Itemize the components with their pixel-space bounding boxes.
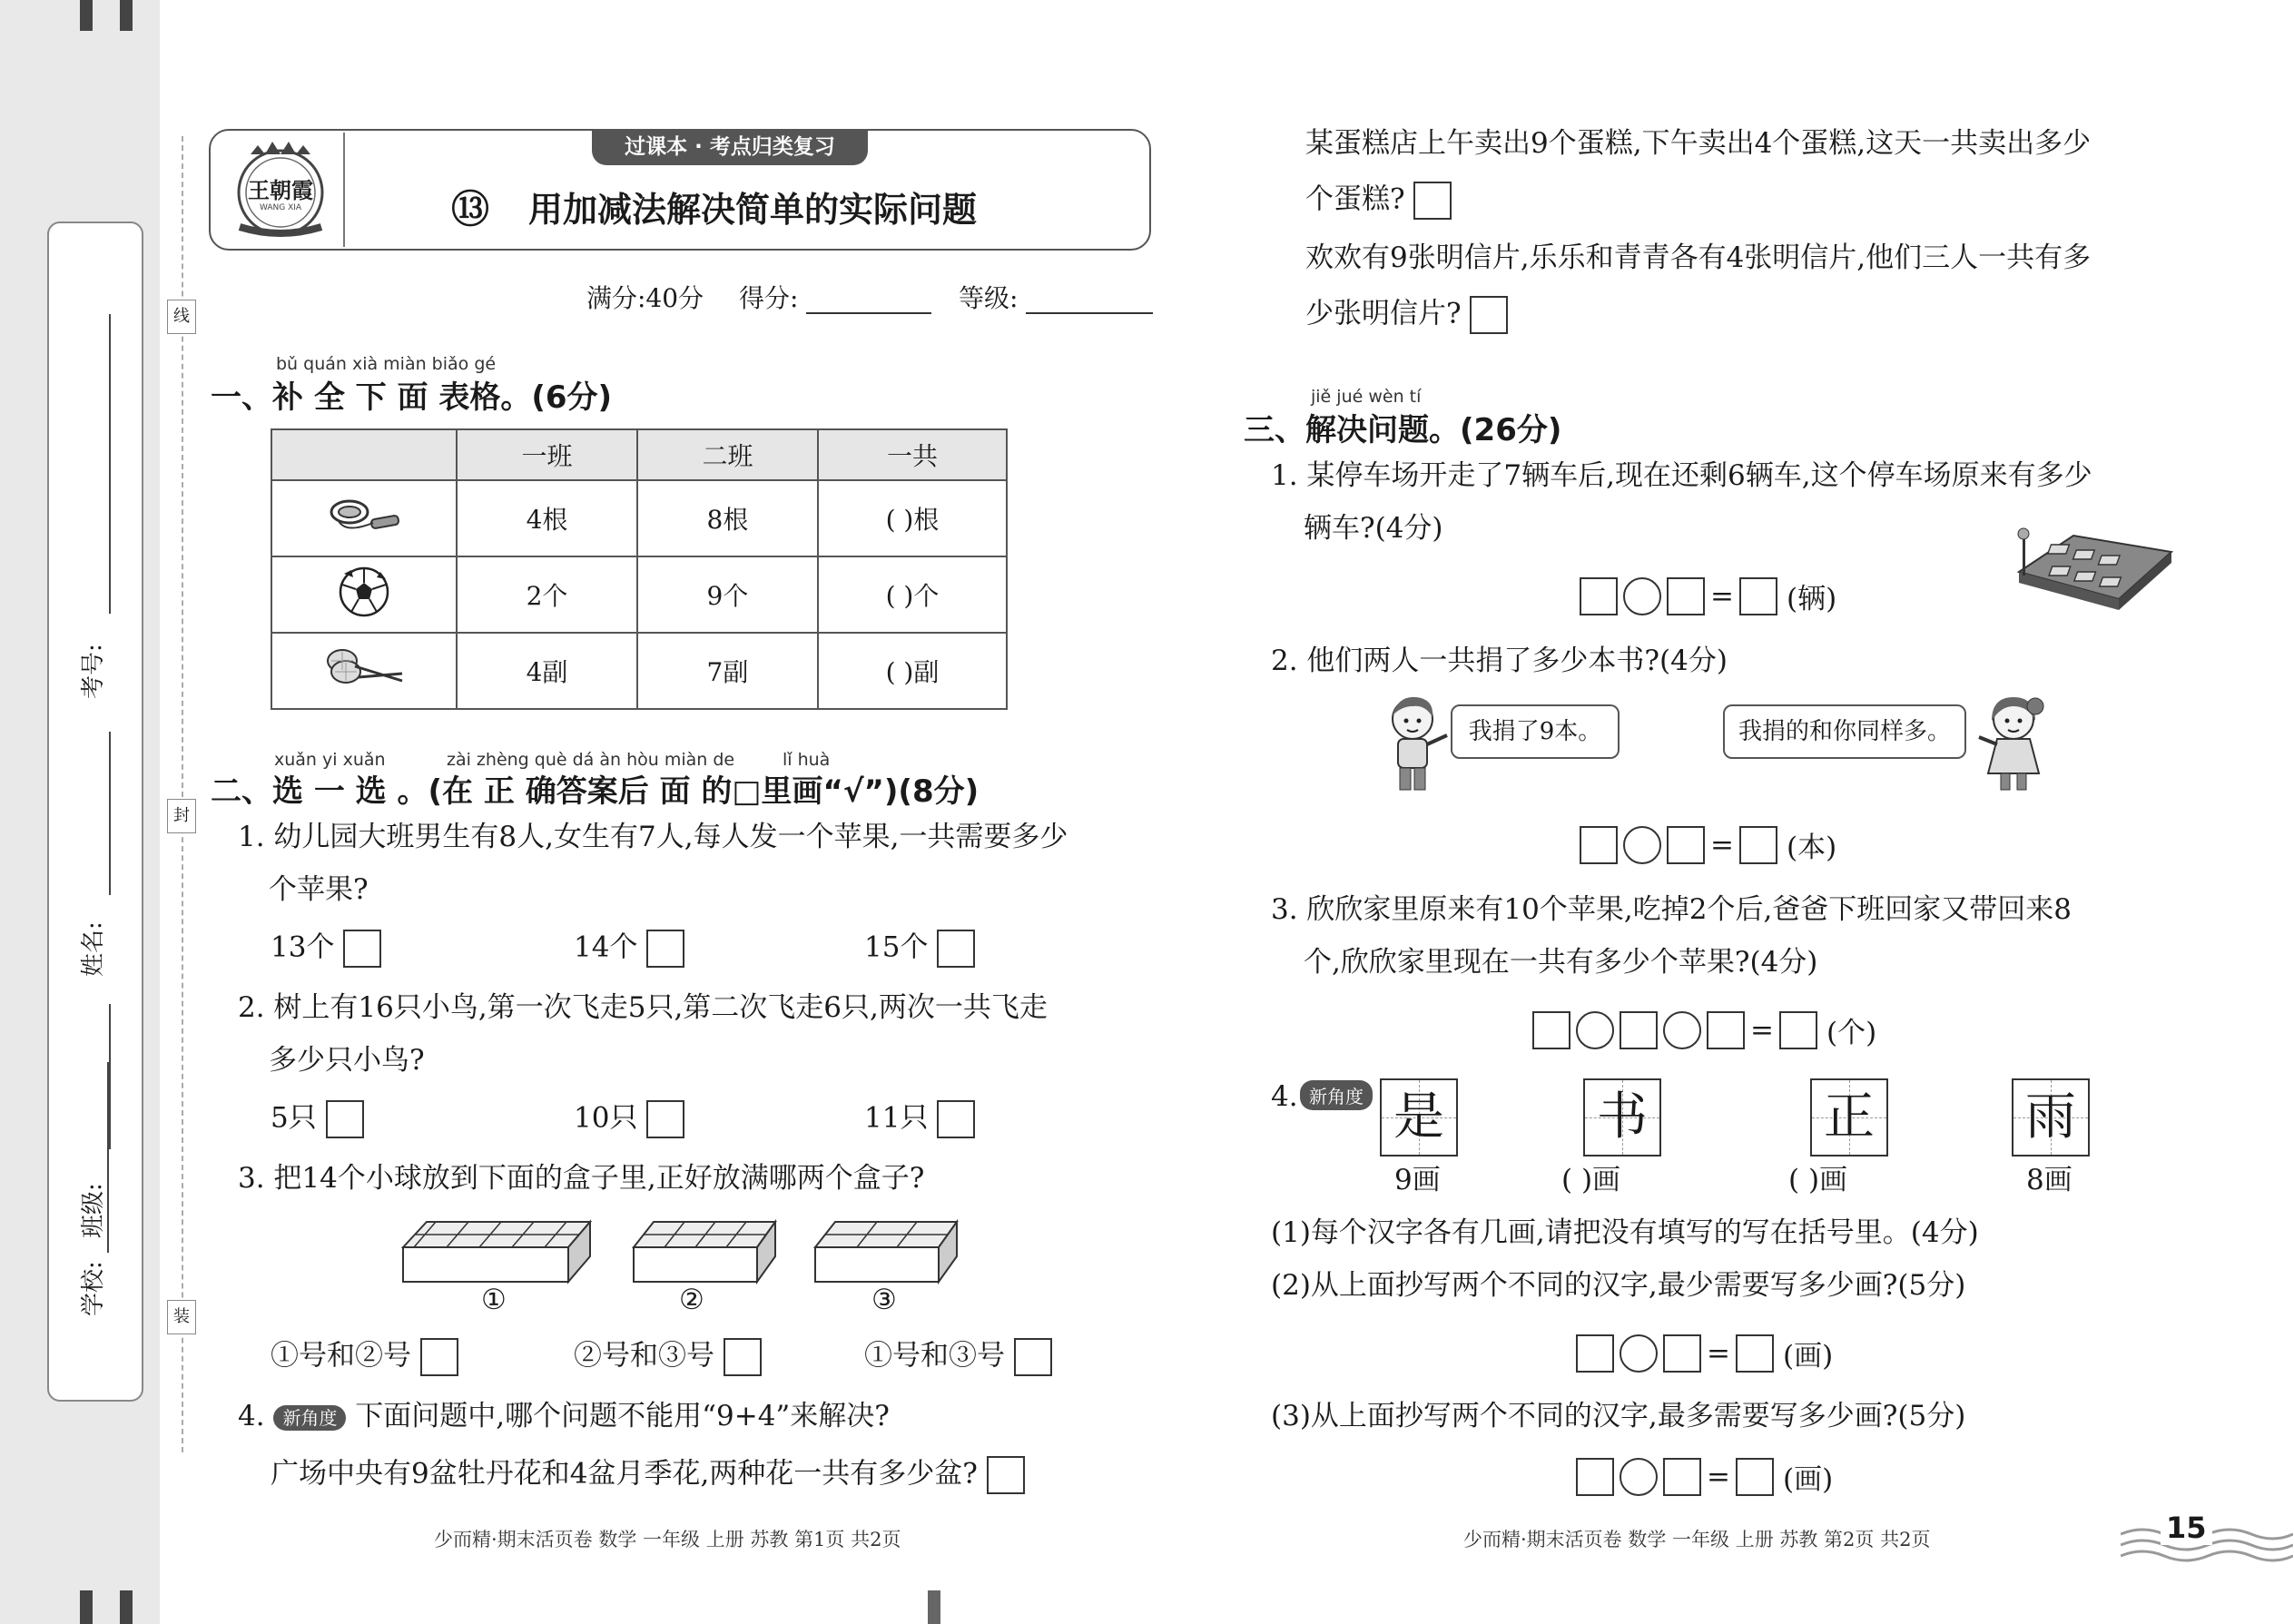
check-box[interactable] <box>326 1100 364 1138</box>
boy-speech-text: 我捐了9本。 <box>1468 718 1602 745</box>
check-box[interactable] <box>420 1338 458 1376</box>
s2-q2-line1: 2. 树上有16只小鸟,第一次飞走5只,第二次飞走6只,两次一共飞走 <box>238 991 1048 1024</box>
question-text: 下面问题中,哪个问题不能用“9+4”来解决? <box>355 1400 890 1432</box>
s2-pinyin: lǐ huà <box>783 750 831 770</box>
banji-label: 班级: <box>80 1183 107 1238</box>
answer-box[interactable] <box>1779 1011 1817 1049</box>
mark-feng: 封 <box>167 799 196 833</box>
girl-speech-text: 我捐的和你同样多。 <box>1738 718 1951 745</box>
binding-mark <box>80 0 93 31</box>
character-box <box>1380 1078 1458 1156</box>
character-box <box>1810 1078 1888 1156</box>
table-cell: 7副 <box>637 633 818 709</box>
logo-text: 王朝霞 <box>248 177 313 203</box>
grade-field[interactable] <box>1026 312 1153 314</box>
character: 雨 <box>2025 1088 2076 1147</box>
box-label: ② <box>679 1284 704 1316</box>
ten-cell-box-icon <box>401 1213 592 1285</box>
banner-number: ⑬ <box>451 187 490 231</box>
s3-q4-part1: (1)每个汉字各有几画,请把没有填写的写在括号里。(4分) <box>1271 1216 1979 1249</box>
unit-label: (本) <box>1786 832 1837 864</box>
s1-title: 一、补 全 下 面 表格。(6分) <box>211 379 613 416</box>
check-box[interactable] <box>343 930 381 968</box>
answer-box[interactable] <box>1532 1011 1570 1049</box>
grade-label: 等级: <box>959 283 1019 313</box>
s3-q2-equation <box>1580 824 1836 865</box>
s3-q1-line1: 1. 某停车场开走了7辆车后,现在还剩6辆车,这个停车场原来有多少 <box>1271 459 2092 492</box>
new-angle-badge: 新角度 <box>1300 1080 1373 1110</box>
check-box[interactable] <box>1014 1338 1052 1376</box>
check-box[interactable] <box>937 1100 975 1138</box>
table-header: 一班 <box>457 429 637 480</box>
answer-box[interactable] <box>1739 826 1777 864</box>
answer-box[interactable] <box>1576 1458 1614 1496</box>
answer-box[interactable] <box>1580 826 1618 864</box>
answer-box[interactable] <box>1663 1458 1701 1496</box>
option-label: ①号和②号 <box>271 1339 411 1373</box>
table-cell: 8根 <box>637 480 818 556</box>
check-box[interactable] <box>1470 296 1508 334</box>
banji-line[interactable] <box>109 1004 111 1149</box>
s2-q1-opt <box>864 930 975 968</box>
table-corner <box>271 429 457 480</box>
character-box <box>2012 1078 2090 1156</box>
full-score: 满分:40分 <box>586 283 704 313</box>
six-cell-box-icon <box>813 1213 959 1285</box>
s3-q4-part2-equation <box>1576 1333 1833 1373</box>
unit-label: (个) <box>1826 1017 1877 1049</box>
jump-rope-icon <box>271 480 457 556</box>
answer-box[interactable] <box>1620 1011 1658 1049</box>
xingming-line[interactable] <box>109 732 111 895</box>
s3-q3-line2: 个,欣欣家里现在一共有多少个苹果?(4分) <box>1304 946 1818 979</box>
s3-q1-line2: 辆车?(4分) <box>1304 512 1443 545</box>
banner-title: 用加减法解决简单的实际问题 <box>528 190 978 230</box>
option-text: 少张明信片? <box>1305 297 1462 330</box>
s3-pinyin: jiě jué wèn tí <box>1311 387 1422 407</box>
xingming-label: 姓名: <box>80 921 107 977</box>
s3-q4-number: 4. <box>1271 1080 1298 1113</box>
operator-circle[interactable] <box>1623 826 1661 864</box>
check-box[interactable] <box>1413 182 1452 220</box>
logo-subtext: WANG XIA <box>259 203 302 212</box>
check-box[interactable] <box>987 1456 1025 1494</box>
logo <box>222 138 340 241</box>
s2-q3-opt <box>271 1338 458 1376</box>
box-label: ① <box>481 1284 507 1316</box>
student-info-panel <box>47 221 143 1402</box>
s3-q2-line1: 2. 他们两人一共捐了多少本书?(4分) <box>1271 645 1728 677</box>
banner-tag: 过课本 · 考点归类复习 <box>592 129 868 165</box>
s2-q1-opt <box>574 930 684 968</box>
s2-q4-option-1 <box>271 1456 1025 1494</box>
s3-q3-equation <box>1532 1009 1876 1050</box>
equals-sign: = <box>1707 1336 1730 1370</box>
option-label: 10只 <box>574 1101 638 1135</box>
s1-pinyin: bǔ quán xià miàn biǎo gé <box>276 354 497 374</box>
s2-q4-option-3-line2 <box>1305 296 1508 334</box>
boy-speech-bubble <box>1451 704 1620 759</box>
xuexiao-line[interactable] <box>107 1062 109 1253</box>
stroke-count: 9画 <box>1394 1164 1441 1196</box>
equals-sign: = <box>1707 1460 1730 1493</box>
mark-zhuang: 装 <box>167 1300 196 1334</box>
s2-q3-opt <box>574 1338 762 1376</box>
s2-q2-opt <box>271 1100 364 1138</box>
operator-circle[interactable] <box>1623 577 1661 615</box>
operator-circle[interactable] <box>1663 1011 1701 1049</box>
xuexiao-label: 学校: <box>80 1261 107 1316</box>
operator-circle[interactable] <box>1620 1458 1658 1496</box>
s2-q4-option-2-line2 <box>1305 182 1452 220</box>
character: 正 <box>1824 1088 1875 1147</box>
mark-xian: 线 <box>167 300 196 334</box>
score-label: 得分: <box>739 283 799 313</box>
box-figure-3 <box>813 1213 959 1289</box>
s3-q3-line1: 3. 欣欣家里原来有10个苹果,吃掉2个后,爸爸下班回家又带回来8 <box>1271 893 2072 926</box>
unit-label: (画) <box>1782 1463 1834 1496</box>
table-cell: 9个 <box>637 556 818 633</box>
s2-q3-opt <box>864 1338 1052 1376</box>
s2-q3-line1: 3. 把14个小球放到下面的盒子里,正好放满哪两个盒子? <box>238 1162 925 1195</box>
check-box[interactable] <box>724 1338 762 1376</box>
option-label: 5只 <box>271 1101 317 1135</box>
s2-q2-opt <box>864 1100 975 1138</box>
table-row <box>271 633 1007 709</box>
table-answer-cell[interactable]: ( )副 <box>818 633 1007 709</box>
stroke-count-blank[interactable]: ( )画 <box>1788 1164 1848 1196</box>
s2-pinyin: zài zhèng què dá àn hòu miàn de <box>447 750 735 770</box>
footer-left: 少而精·期末活页卷 数学 一年级 上册 苏教 第1页 共2页 <box>434 1529 901 1550</box>
table-header: 二班 <box>637 429 818 480</box>
operator-circle[interactable] <box>1576 1011 1614 1049</box>
s3-title: 三、解决问题。(26分) <box>1244 412 1562 448</box>
girl-speech-bubble <box>1723 704 1966 759</box>
table-header-row <box>271 429 1007 480</box>
banner-divider <box>343 133 345 247</box>
s3-q4-part2: (2)从上面抄写两个不同的汉字,最少需要写多少画?(5分) <box>1271 1269 1966 1302</box>
answer-box[interactable] <box>1576 1334 1614 1373</box>
table-cell: 4根 <box>457 480 637 556</box>
s2-q4-line1 <box>238 1400 890 1433</box>
answer-box[interactable] <box>1739 577 1777 615</box>
option-label: ②号和③号 <box>574 1339 714 1373</box>
s1-table <box>271 428 1008 710</box>
character-box <box>1583 1078 1661 1156</box>
check-box[interactable] <box>646 1100 684 1138</box>
option-label: 15个 <box>864 930 929 964</box>
binding-mark <box>80 1590 93 1624</box>
box-label: ③ <box>871 1284 897 1316</box>
kaohao-line[interactable] <box>109 314 111 614</box>
s3-q1-equation <box>1580 576 1836 616</box>
equals-sign: = <box>1710 828 1734 861</box>
binding-mark <box>120 0 133 31</box>
check-box[interactable] <box>646 930 684 968</box>
girl-icon <box>1972 692 2053 793</box>
binding-mark <box>120 1590 133 1624</box>
character: 书 <box>1597 1088 1648 1147</box>
answer-box[interactable] <box>1736 1458 1774 1496</box>
equals-sign: = <box>1710 579 1734 613</box>
s2-q2-line2: 多少只小鸟? <box>269 1044 425 1077</box>
answer-box[interactable] <box>1667 826 1705 864</box>
unit-label: (画) <box>1782 1340 1834 1373</box>
question-number: 4. <box>238 1400 265 1432</box>
box-figure-2 <box>632 1213 777 1289</box>
s2-q2-opt <box>574 1100 684 1138</box>
table-row <box>271 556 1007 633</box>
box-figure-1 <box>401 1213 592 1289</box>
answer-box[interactable] <box>1663 1334 1701 1373</box>
s3-q4-part3: (3)从上面抄写两个不同的汉字,最多需要写多少画?(5分) <box>1271 1400 1966 1432</box>
option-label: 11只 <box>864 1101 929 1135</box>
parking-lot-icon <box>2010 508 2173 617</box>
check-box[interactable] <box>937 930 975 968</box>
answer-box[interactable] <box>1736 1334 1774 1373</box>
new-angle-badge: 新角度 <box>273 1405 346 1431</box>
option-text: 个蛋糕? <box>1305 182 1405 216</box>
s2-q4-option-2-line1: 某蛋糕店上午卖出9个蛋糕,下午卖出4个蛋糕,这天一共卖出多少 <box>1305 127 2092 160</box>
s2-q1-line2: 个苹果? <box>269 873 369 906</box>
operator-circle[interactable] <box>1620 1334 1658 1373</box>
parking-lot-illustration <box>2010 508 2173 621</box>
s2-q1-opt <box>271 930 381 968</box>
binding-mark <box>928 1590 940 1624</box>
option-text: 广场中央有9盆牡丹花和4盆月季花,两种花一共有多少盆? <box>271 1457 978 1491</box>
table-row <box>271 480 1007 556</box>
s2-q4-option-3-line1: 欢欢有9张明信片,乐乐和青青各有4张明信片,他们三人一共有多 <box>1305 241 2092 274</box>
football-icon <box>271 556 457 633</box>
option-label: ①号和③号 <box>864 1339 1005 1373</box>
equals-sign: = <box>1750 1013 1774 1047</box>
character: 是 <box>1393 1088 1444 1147</box>
stroke-count: 8画 <box>2026 1164 2072 1196</box>
answer-box[interactable] <box>1707 1011 1745 1049</box>
table-answer-cell[interactable]: ( )个 <box>818 556 1007 633</box>
option-label: 14个 <box>574 930 638 964</box>
table-header: 一共 <box>818 429 1007 480</box>
unit-label: (辆) <box>1786 583 1837 615</box>
table-cell: 4副 <box>457 633 637 709</box>
option-label: 13个 <box>271 930 335 964</box>
footer-right: 少而精·期末活页卷 数学 一年级 上册 苏教 第2页 共2页 <box>1463 1529 1931 1550</box>
s3-q4-part3-equation <box>1576 1456 1833 1497</box>
table-cell: 2个 <box>457 556 637 633</box>
stroke-count-blank[interactable]: ( )画 <box>1561 1164 1621 1196</box>
page-number: 15 <box>2161 1511 2212 1545</box>
eight-cell-box-icon <box>632 1213 777 1285</box>
s2-title: 二、选 一 选 。(在 正 确答案后 面 的□里画“√”)(8分) <box>211 773 980 810</box>
answer-box[interactable] <box>1580 577 1618 615</box>
badminton-racket-icon <box>271 633 457 709</box>
boy-illustration <box>1380 692 1452 797</box>
kaohao-label: 考号: <box>80 644 107 699</box>
s2-q1-line1: 1. 幼儿园大班男生有8人,女生有7人,每人发一个苹果,一共需要多少 <box>238 821 1068 853</box>
girl-illustration <box>1972 692 2053 797</box>
table-answer-cell[interactable]: ( )根 <box>818 480 1007 556</box>
boy-icon <box>1380 692 1452 793</box>
answer-box[interactable] <box>1667 577 1705 615</box>
score-field[interactable] <box>806 312 931 314</box>
s2-pinyin: xuǎn yi xuǎn <box>274 750 386 770</box>
